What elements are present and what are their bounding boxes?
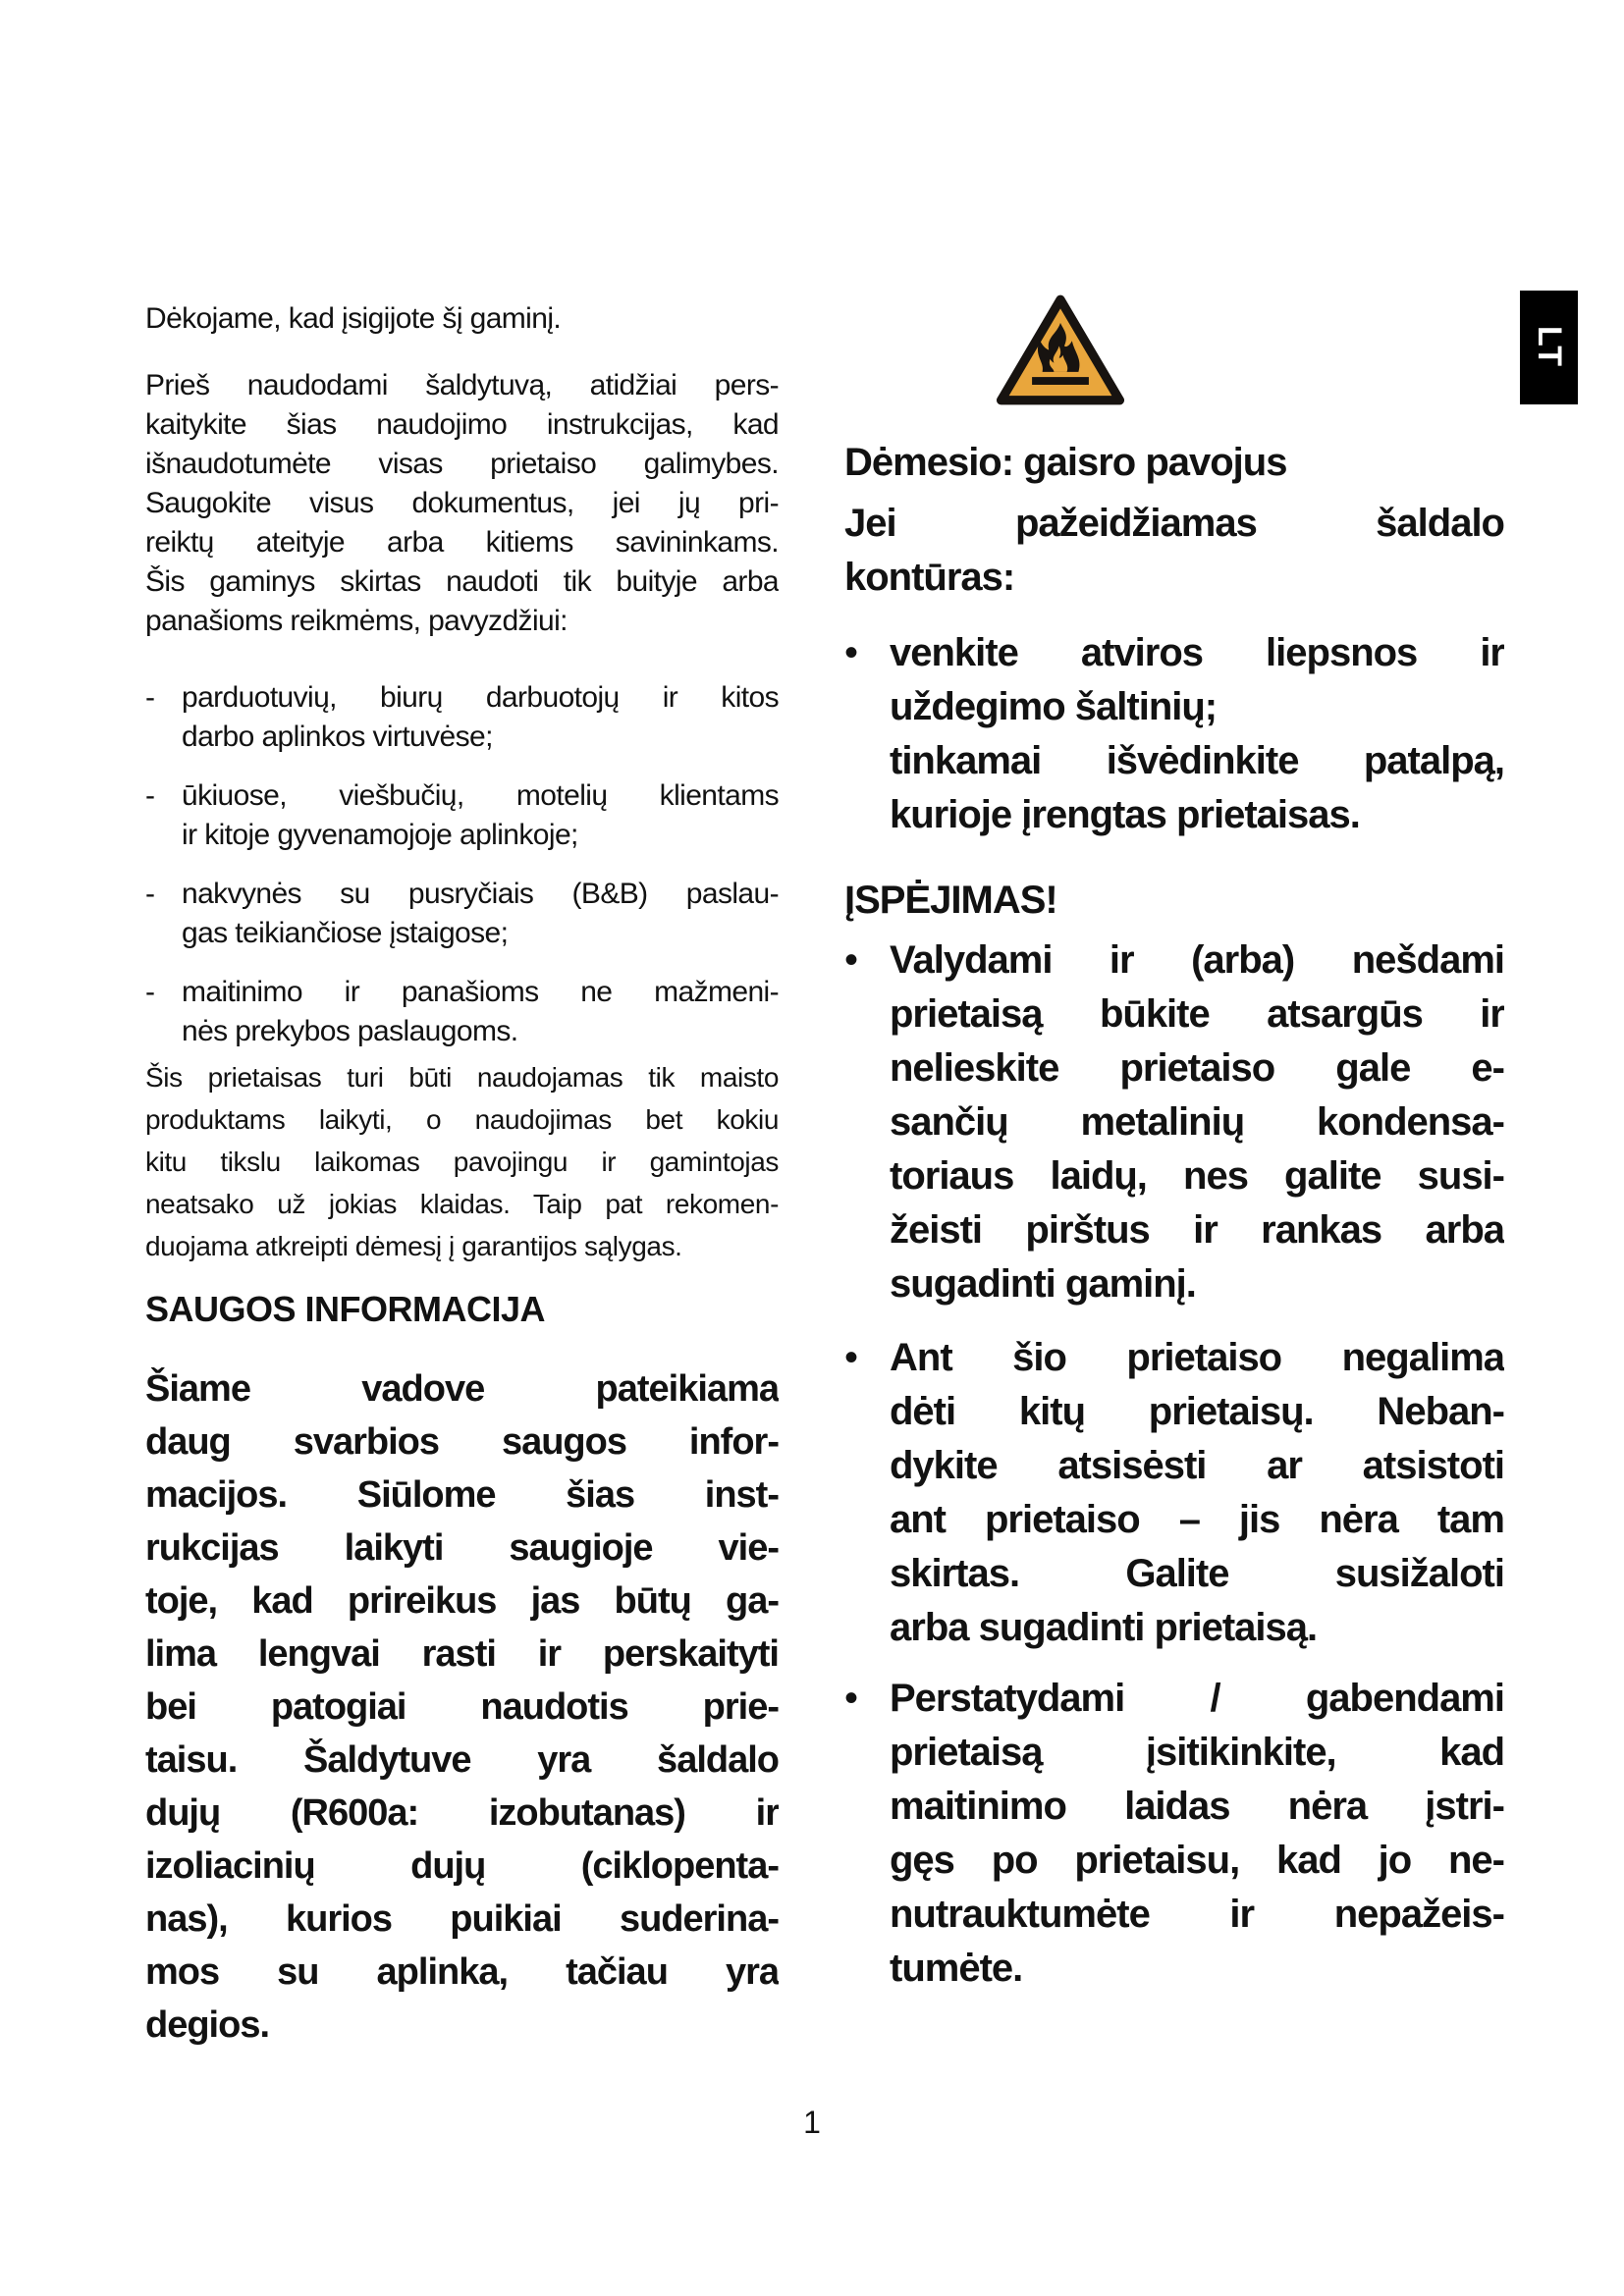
usage-paragraph: Prieš naudodami šaldytuvą, atidžiai pers- kaitykite šias naudojimo instrukcijas, kad išnaudotumėte visas prietaiso galimybes. Saugokite visus dokumentus, jei jų pri- reiktų ateityje arba kitiems savininkams. Šis gaminys skirtas naudoti tik buityje arba panašioms reikmėms, pavyzdžiui: — [145, 369, 779, 637]
list-item — [145, 678, 779, 757]
safety-intro-paragraph: Šiame vadove pateikiama daug svarbios saugos infor- macijos. Siūlome šias inst- rukcijas laikyti saugioje vie- toje, kad prireikus jas būtų ga- lima lengvai rasti ir perskaityti bei patogiai naudotis prie- taisu. Šaldytuve yra šaldalo dujų (R600a: izobutanas) ir izoliacinių dujų (ciklopenta- nas), kurios puikiai suderina- mos su aplinka, tačiau yra degios. — [145, 1368, 779, 2046]
refrigerant-circuit-heading: Jei pažeidžiamas šaldalo kontūras: — [844, 502, 1504, 599]
list-item-text: ūkiuose, viešbučių, motelių klientams ir kitoje gyvenamojoje aplinkoje; — [182, 779, 779, 851]
list-item-text: tinkamai išvėdinkite patalpą, kurioje įrengtas prietaisas. — [890, 739, 1504, 836]
list-item — [145, 875, 779, 953]
language-tab — [1520, 291, 1578, 404]
list-item — [844, 1672, 1504, 1996]
bullet-dot: • — [844, 1677, 859, 1720]
dash-bullet: - — [145, 878, 155, 910]
disclaimer-paragraph: Šis prietaisas turi būti naudojamas tik maisto produktams laikyti, o naudojimas bet kokiu kitu tikslu laikomas pavojingu ir gamintojas neatsako už jokias klaidas. Taip pat rekomen- duojama atkreipti dėmesį į garantijos sąlygas. — [145, 1062, 779, 1261]
list-item-text: Perstatydami / gabendami prietaisą įsitikinkite, kad maitinimo laidas nėra įstri- gęs po prietaisu, kad jo ne- nutrauktumėte ir nepažeis- tumėte. — [890, 1677, 1504, 1990]
bullet-dot: • — [844, 938, 859, 982]
flame-base-bar — [1032, 377, 1089, 385]
safety-information-heading: SAUGOS INFORMACIJA — [145, 1289, 546, 1329]
flammable-warning-icon — [995, 294, 1126, 405]
intro-paragraph: Dėkojame, kad įsigijote šį gaminį. — [145, 302, 562, 335]
list-item — [844, 1331, 1504, 1655]
list-item — [145, 973, 779, 1051]
fire-danger-heading: Dėmesio: gaisro pavojus — [844, 441, 1287, 484]
warning-heading: ĮSPĖJIMAS! — [844, 879, 1057, 922]
list-item — [844, 934, 1504, 1311]
list-item — [145, 776, 779, 855]
language-tab-label: LT — [1531, 326, 1568, 369]
list-item-text: maitinimo ir panašioms ne mažmeni- nės prekybos paslaugoms. — [182, 976, 779, 1047]
dash-bullet: - — [145, 976, 155, 1008]
bullet-dot: • — [844, 1336, 859, 1379]
list-item — [844, 626, 1504, 734]
list-item-text: parduotuvių, biurų darbuotojų ir kitos darbo aplinkos virtuvėse; — [182, 681, 779, 753]
dash-bullet: - — [145, 681, 155, 714]
dash-bullet: - — [145, 779, 155, 812]
list-item-text: Ant šio prietaiso negalima dėti kitų prietaisų. Neban- dykite atsisėsti ar atsistoti ant prietaiso – jis nėra tam skirtas. Galite susižaloti arba sugadinti prietaisą. — [890, 1336, 1504, 1649]
bullet-dot: • — [844, 631, 859, 674]
list-item-text: venkite atviros liepsnos ir uždegimo šaltinių; — [890, 631, 1504, 728]
list-item-text: Valydami ir (arba) nešdami prietaisą būkite atsargūs ir nelieskite prietaiso gale e- sančių metalinių kondensa- toriaus laidų, nes galite susi- žeisti pirštus ir rankas arba sugadinti gaminį. — [890, 938, 1504, 1306]
page-number: 1 — [803, 2105, 821, 2140]
list-item-continuation — [844, 734, 1504, 842]
list-item-text: nakvynės su pusryčiais (B&B) paslau- gas teikiančiose įstaigose; — [182, 878, 779, 949]
